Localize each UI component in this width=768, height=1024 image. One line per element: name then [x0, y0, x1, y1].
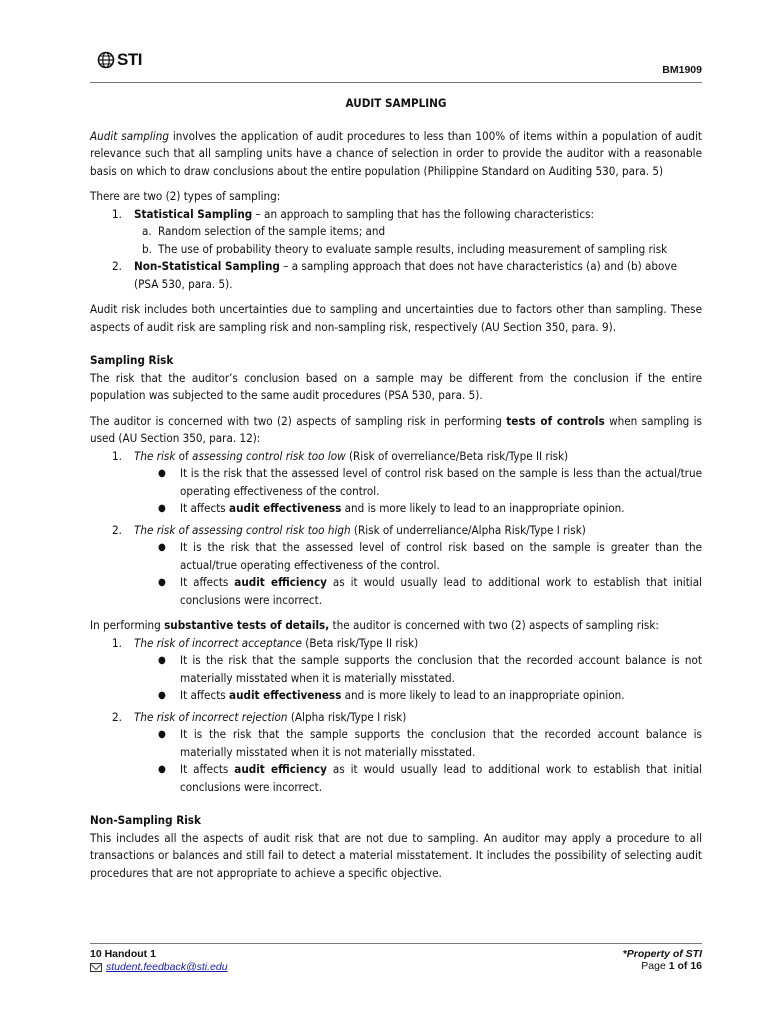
bullet-icon: ●	[158, 729, 166, 740]
list-item: 2. Non-Statistical Sampling – a sampling approach that does not have characteristics (a) and (b) above (PSA 530, para. 5).	[112, 259, 678, 291]
bullet-icon: ●	[158, 577, 166, 588]
list-item: b. The use of probability theory to evaluate sample results, including measurement of sampling risk	[142, 241, 668, 256]
section-heading: Non-Sampling Risk	[90, 813, 201, 827]
audit-risk-paragraph: Audit risk includes both uncertainties due to sampling and uncertainties due to factors other than sampling. These aspects of audit risk are sampling risk and non-sampling risk, respectively (AU Section 350, para. 9).	[90, 302, 702, 334]
header-divider	[90, 82, 702, 83]
tests-of-controls-intro: The auditor is concerned with two (2) aspects of sampling risk in performing tests of controls when sampling is used (AU Section 350, para. 12):	[90, 413, 702, 445]
list-item: ● It affects audit effectiveness and is more likely to lead to an inappropriate opinion.	[158, 687, 702, 705]
list-item: ● It affects audit effectiveness and is more likely to lead to an inappropriate opinion.	[158, 500, 702, 518]
intro-paragraph: Audit sampling involves the application of audit procedures to less than 100% of items within a population of audit relevance such that all sampling units have a chance of selection in order to provide the auditor with a reasonable basis on which to draw conclusions about the entire population (Philippine Standard on Auditing 530, para. 5)	[90, 128, 702, 178]
list-item: 1. The risk of incorrect acceptance (Beta risk/Type II risk)	[112, 635, 419, 650]
sti-logo	[97, 50, 142, 70]
bullet-icon: ●	[158, 690, 166, 701]
list-item: 2. The risk of incorrect rejection (Alpha risk/Type I risk)	[112, 709, 407, 724]
footer-divider	[90, 943, 702, 944]
sampling-risk-definition: The risk that the auditor’s conclusion based on a sample may be different from the conclusion if the entire population was subjected to the same audit procedures (PSA 530, para. 5).	[90, 370, 702, 402]
sti-globe-icon	[97, 51, 115, 69]
mail-icon	[90, 963, 102, 972]
document-body	[90, 95, 702, 882]
list-item: 2. The risk of assessing control risk too high (Risk of underreliance/Alpha Risk/Type I risk)	[112, 522, 586, 537]
list-item: 1. Statistical Sampling – an approach to sampling that has the following characteristics:	[112, 206, 595, 221]
footer-right	[623, 948, 702, 972]
handout-label: 10 Handout 1	[90, 948, 156, 960]
bullet-icon: ●	[158, 542, 166, 553]
types-intro: There are two (2) types of sampling:	[90, 189, 281, 203]
substantive-tests-intro: In performing substantive tests of details, the auditor is concerned with two (2) aspects of sampling risk:	[90, 618, 659, 632]
list-item: ● It affects audit efficiency as it would usually lead to additional work to establish that initial conclusions were incorrect.	[158, 574, 702, 609]
property-label: *Property of STI	[622, 948, 702, 960]
list-item: 1. The risk of assessing control risk too low (Risk of overreliance/Beta risk/Type II risk)	[112, 448, 569, 463]
logo-text: STI	[117, 50, 142, 69]
bullet-icon: ●	[158, 503, 166, 514]
bullet-icon: ●	[158, 764, 166, 775]
bullet-icon: ●	[158, 468, 166, 479]
list-item: ● It affects audit efficiency as it would usually lead to additional work to establish that initial conclusions were incorrect.	[158, 761, 702, 796]
page-title: AUDIT SAMPLING	[345, 96, 447, 110]
section-heading: Sampling Risk	[90, 353, 174, 367]
list-item: ● It is the risk that the sample supports the conclusion that the recorded account balance is not materially misstated when it is materially misstated.	[158, 652, 702, 687]
page-number: Page 1 of 16	[641, 960, 702, 972]
footer-left	[90, 948, 228, 973]
feedback-email-link[interactable]: student.feedback@sti.edu	[106, 961, 228, 973]
list-item: ● It is the risk that the assessed level of control risk based on the sample is less than the actual/true operating effectiveness of the control.	[158, 465, 702, 500]
document-code: BM1909	[662, 64, 702, 76]
list-item: ● It is the risk that the assessed level of control risk based on the sample is greater than the actual/true operating effectiveness of the control.	[158, 539, 702, 574]
intro-term: Audit sampling	[90, 128, 169, 143]
list-item: ● It is the risk that the sample supports the conclusion that the recorded account balance is materially misstated when it is not materially misstated.	[158, 726, 702, 761]
non-sampling-risk-definition: This includes all the aspects of audit risk that are not due to sampling. An auditor may apply a procedure to all transactions or balances and still fail to detect a material misstatement. It includes the possibility of selecting audit procedures that are not appropriate to achieve a specific objective.	[90, 830, 702, 880]
list-item: a. Random selection of the sample items; and	[142, 224, 386, 238]
bullet-icon: ●	[158, 655, 166, 666]
